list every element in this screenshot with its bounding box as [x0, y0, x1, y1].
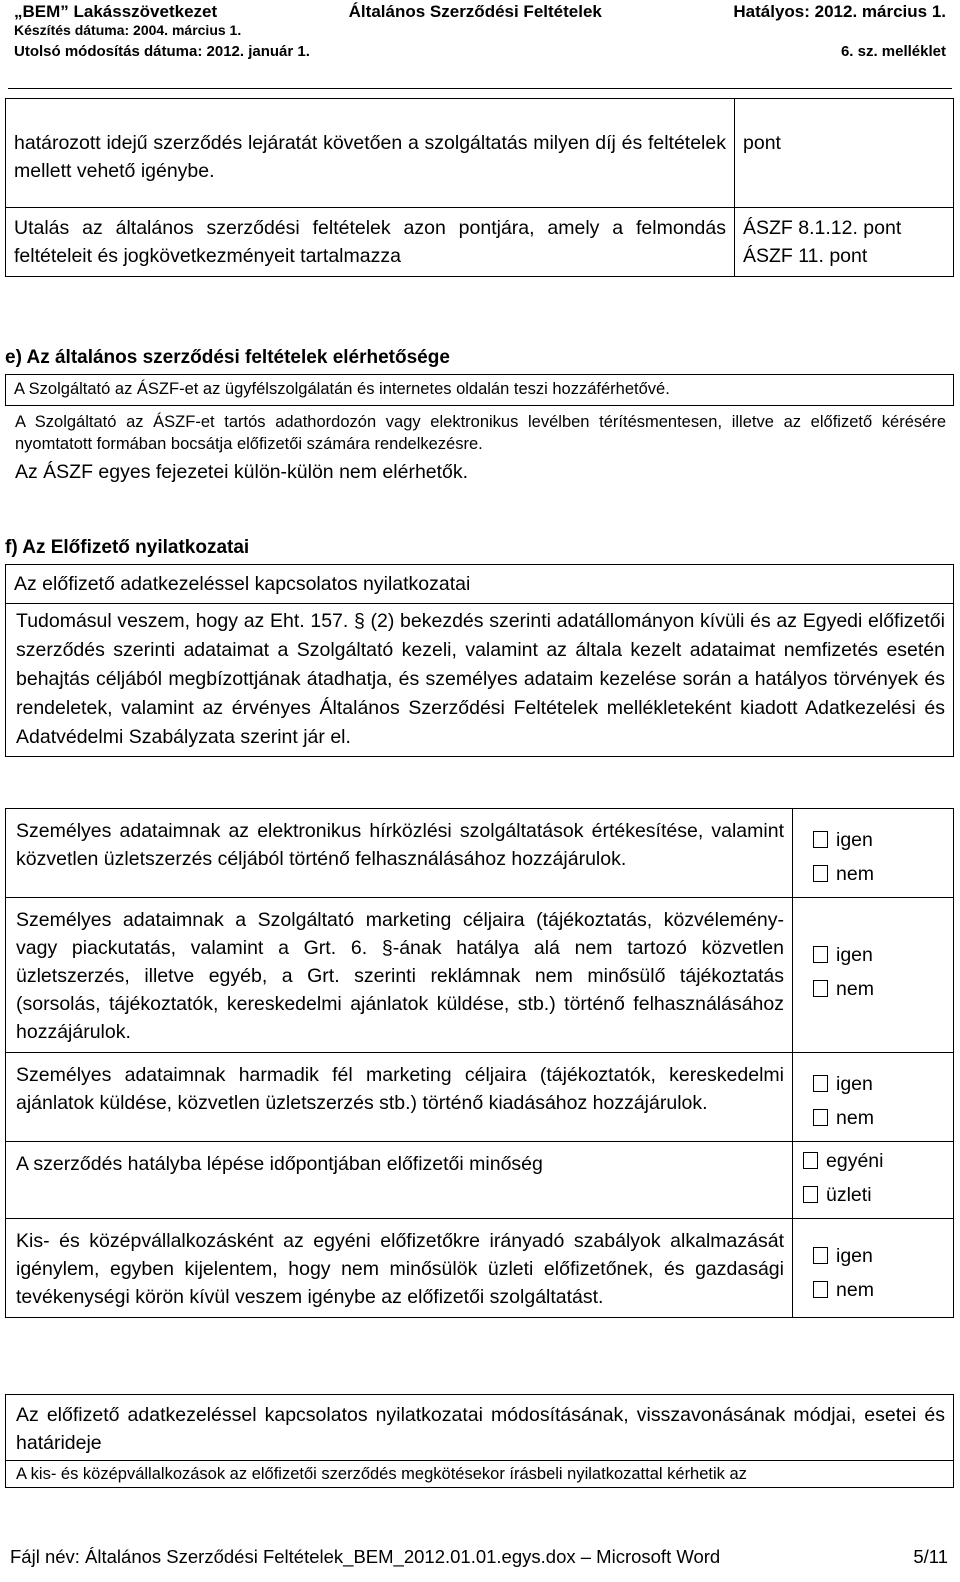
section-e-p3: Az ÁSZF egyes fejezetei külön-külön nem elérhetők.	[15, 461, 469, 483]
option-igen[interactable]: igen	[813, 823, 943, 857]
consent-options	[793, 1219, 954, 1318]
modify-text-box	[5, 1461, 954, 1488]
section-f-text: Tudomásul veszem, hogy az Eht. 157. § (2) bekezdés szerinti adatállományon kívüli és az Egyedi előfizetői szerződés szerinti adataimat a Szolgáltató kezeli, valamint az általa kezelt adataimat nemfizetés esetén behajtás céljából megbízottjának átadhatja, és személyes adataim kezelése során a hatályos törvények és rendeletek, valamint az érvényes Általános Szerződési Feltételek mellékleteként kiadott Adatkezelési és Adatvédelmi Szabályzata szerint jár el.	[16, 610, 945, 748]
section-f-text-box	[5, 603, 954, 757]
table-row	[6, 1053, 954, 1142]
section-e-box	[5, 374, 954, 406]
table-cell-left: határozott idejű szerződés lejáratát követően a szolgáltatás milyen díj és feltételek mellett vehető igénybe.	[6, 99, 735, 208]
option-uzleti[interactable]: üzleti	[803, 1178, 943, 1212]
consent-options	[793, 809, 954, 898]
checkbox-icon[interactable]	[803, 1186, 818, 1203]
consent-text: Személyes adataimnak az elektronikus hírközlési szolgáltatások értékesítése, valamint közvetlen üzletszerzés céljából történő felhasználásához hozzájárulok.	[6, 809, 793, 898]
page-footer	[10, 1546, 948, 1568]
table-row	[6, 1142, 954, 1219]
section-f-subtitle-box	[5, 564, 954, 603]
option-nem[interactable]: nem	[813, 857, 943, 891]
option-nem[interactable]: nem	[813, 1101, 943, 1135]
consent-text: Kis- és középvállalkozásként az egyéni előfizetőkre irányadó szabályok alkalmazását igénylem, egyben kijelentem, hogy nem minősülök üzleti előfizetőnek, és gazdasági tevékenységi körön kívül veszem igénybe az előfizetői szolgáltatást.	[6, 1219, 793, 1318]
checkbox-icon[interactable]	[813, 1109, 828, 1126]
checkbox-icon[interactable]	[813, 1281, 828, 1298]
checkbox-icon[interactable]	[813, 865, 828, 882]
reference-line: ÁSZF 8.1.12. pont	[743, 217, 902, 239]
checkbox-icon[interactable]	[813, 831, 828, 848]
checkbox-icon[interactable]	[813, 1075, 828, 1092]
page-header	[14, 2, 946, 62]
header-effective-date: Hatályos: 2012. március 1.	[733, 2, 946, 21]
consent-text: A szerződés hatályba lépése időpontjában előfizetői minőség	[6, 1142, 793, 1219]
checkbox-icon[interactable]	[813, 980, 828, 997]
checkbox-icon[interactable]	[803, 1152, 818, 1169]
section-f-title: f) Az Előfizető nyilatkozatai	[5, 537, 250, 558]
modify-title-box	[5, 1394, 954, 1461]
section-f	[5, 536, 954, 757]
consent-table	[5, 808, 954, 1318]
option-nem[interactable]: nem	[813, 1273, 943, 1307]
header-modified-date: Utolsó módosítás dátuma: 2012. január 1.	[14, 43, 310, 60]
consent-text: Személyes adataimnak a Szolgáltató marketing céljaira (tájékoztatás, közvélemény- vagy piackutatás, valamint a Grt. 6. §-ának hatálya alá nem tartozó közvetlen üzletszerzés, illetve egyéb, a Grt. szerinti reklámnak nem minősülő tájékoztatás (sorsolás, tájékoztatók, kereskedelmi ajánlatok küldése, stb.) történő felhasználásához hozzájárulok.	[6, 898, 793, 1053]
header-created-date: Készítés dátuma: 2004. március 1.	[14, 22, 242, 38]
section-e	[5, 346, 954, 486]
checkbox-icon[interactable]	[813, 1247, 828, 1264]
option-igen[interactable]: igen	[813, 938, 943, 972]
table-row	[6, 208, 954, 277]
reference-table	[5, 98, 954, 277]
table-row	[6, 809, 954, 898]
section-e-p2: A Szolgáltató az ÁSZF-et tartós adathordozón vagy elektronikus levélben térítésmentesen, illetve az előfizető kérésére nyomtatott formában bocsátja előfizetői számára rendelkezésre.	[15, 413, 946, 453]
table-cell-right: pont	[735, 99, 954, 208]
section-e-title: e) Az általános szerződési feltételek elérhetősége	[5, 347, 450, 368]
header-company: „BEM” Lakásszövetkezet	[14, 2, 218, 21]
consent-text: Személyes adataimnak harmadik fél marketing céljaira (tájékoztatók, kereskedelmi ajánlatok küldése, közvetlen üzletszerzés stb.) történő kiadásához hozzájárulok.	[6, 1053, 793, 1142]
option-igen[interactable]: igen	[813, 1067, 943, 1101]
consent-options	[793, 898, 954, 1053]
table-row	[6, 1219, 954, 1318]
header-doc-title: Általános Szerződési Feltételek	[348, 2, 602, 21]
consent-options	[793, 1053, 954, 1142]
table-row	[6, 99, 954, 208]
header-annex: 6. sz. melléklet	[840, 43, 946, 60]
table-row	[6, 898, 954, 1053]
section-e-p1: A Szolgáltató az ÁSZF-et az ügyfélszolgálatán és internetes oldalán teszi hozzáférhetővé.	[14, 380, 670, 398]
modify-section	[5, 1394, 954, 1488]
table-cell-left: Utalás az általános szerződési feltételek azon pontjára, amely a felmondás feltételeit és jogkövetkezményeit tartalmazza	[6, 208, 735, 277]
header-divider	[8, 88, 952, 89]
modify-text: A kis- és középvállalkozások az előfizetői szerződés megkötésekor írásbeli nyilatkozattal kérhetik az	[16, 1465, 747, 1483]
modify-title: Az előfizető adatkezeléssel kapcsolatos nyilatkozatai módosításának, visszavonásának módjai, esetei és határideje	[16, 1404, 945, 1454]
checkbox-icon[interactable]	[813, 946, 828, 963]
footer-file-name: Fájl név: Általános Szerződési Feltételek_BEM_2012.01.01.egys.dox – Microsoft Word	[10, 1546, 721, 1567]
table-cell-right	[735, 208, 954, 277]
section-f-subtitle: Az előfizető adatkezeléssel kapcsolatos nyilatkozatai	[14, 573, 471, 595]
consent-options	[793, 1142, 954, 1219]
footer-page-number: 5/11	[913, 1546, 948, 1567]
reference-line: ÁSZF 11. pont	[743, 245, 868, 267]
option-nem[interactable]: nem	[813, 972, 943, 1006]
option-igen[interactable]: igen	[813, 1239, 943, 1273]
option-egyeni[interactable]: egyéni	[803, 1144, 943, 1178]
